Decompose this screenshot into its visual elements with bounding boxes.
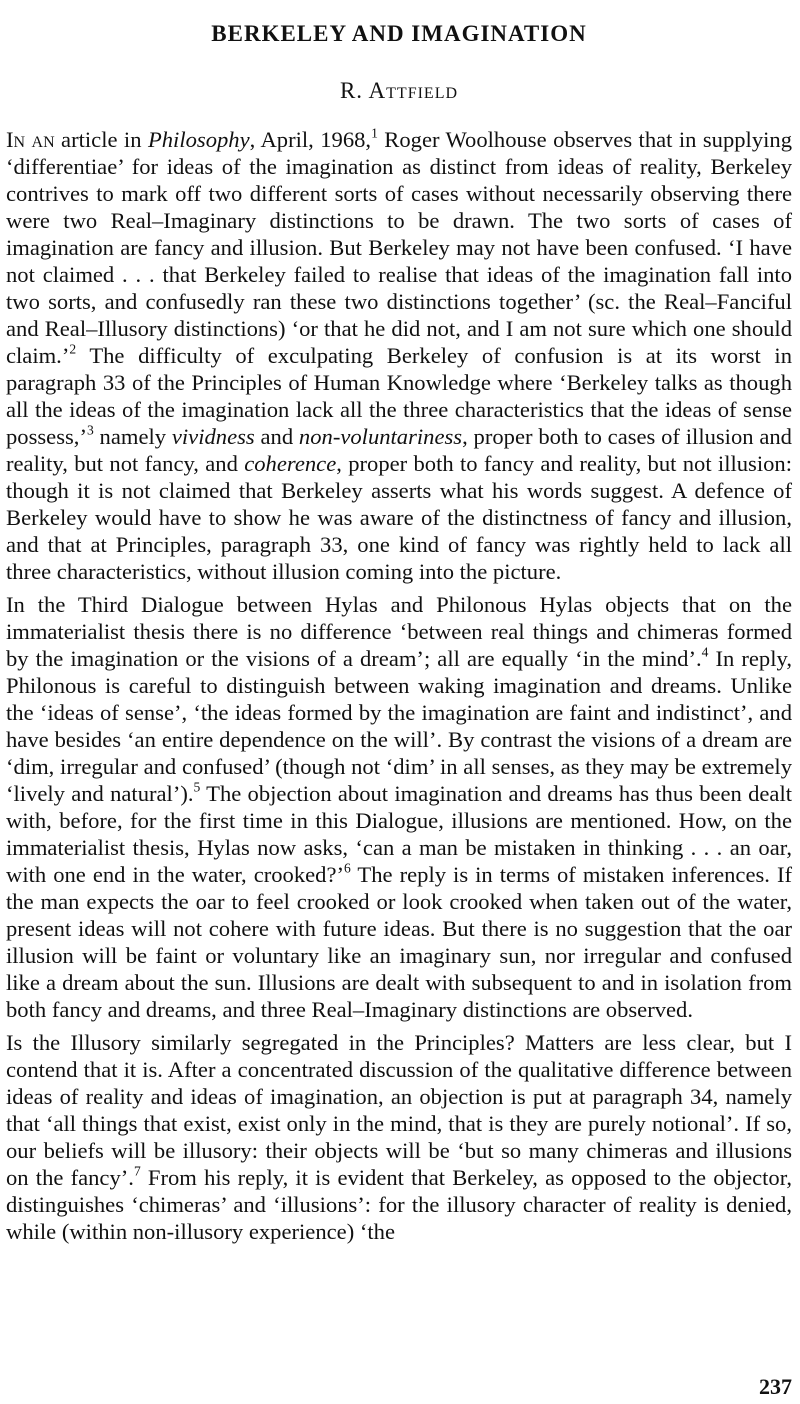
text-run: Roger Woolhouse observes that in supplying ‘differentiae’ for ideas of the imagination as distinct from ideas of reality, Berkeley contrives to mark off two different sorts of cases without necessarily observing there were two Real–Imaginary distinctions to be drawn. The two sorts of cases of imagination are fancy and illusion. But Berkeley may not have been confused. ‘I have not claimed . . . that Berkeley failed to realise that ideas of the imagination fall into two sorts, and confusedly ran these two distinctions together’ (sc. the Real–Fanciful and Real–Illusory distinctions) ‘or that he did not, and I am not sure which one should claim.’ [6, 127, 793, 368]
text-run: In reply, Philonous is careful to distinguish between waking imagination and dreams. Unlike the ‘ideas of sense’, ‘the ideas formed by the imagination are faint and indistinct’, and have besides ‘an entire dependence on the will’. By contrast the visions of a dream are ‘dim, irregular and confused’ (though not ‘dim’ in all senses, as they may be extremely ‘lively and natural’). [6, 646, 792, 806]
text-run: The reply is in terms of mistaken inferences. If the man expects the oar to feel crooked or look crooked when taken out of the water, present ideas will not cohere with future ideas. But there is no suggestion that the oar illusion will be faint or voluntary like an imaginary sun, nor irregular and confused like a dream about the sun. Illusions are dealt with subsequent to and in isolation from both fancy and dreams, and three Real–Imaginary distinctions are observed. [6, 862, 793, 1022]
article-author: R. Attfield [339, 78, 459, 103]
paragraph-2 [6, 591, 792, 1023]
footnote-marker: 6 [344, 860, 351, 876]
emphasis: coherence [244, 451, 337, 476]
footnote-marker: 4 [701, 644, 709, 660]
text-run: and [254, 424, 299, 449]
journal-name: Philosophy [147, 127, 250, 152]
article-body [6, 126, 792, 1245]
page-number: 237 [759, 1374, 792, 1399]
text-run: article in [54, 127, 148, 152]
text-run: Is the Illusory similarly segregated in the Principles? Matters are less clear, but I contend that it is. After a concentrated discussion of the qualitative difference between ideas of reality and ideas of imagination, an objection is put at paragraph 34, namely that ‘all things that exist, exist only in the mind, that is they are purely notional’. If so, our beliefs will be illusory: their objects will be ‘but so many chimeras and illusions on the fancy’. [6, 1030, 792, 1190]
text-run: The objection about imagination and dreams has thus been dealt with, before, for the first time in this Dialogue, illusions are mentioned. How, on the immaterialist thesis, Hylas now asks, ‘can a man be mistaken in thinking . . . an oar, with one end in the water, crooked?’ [6, 781, 793, 887]
text-run: From his reply, it is evident that Berkeley, as opposed to the objector, distinguishes ‘chimeras’ and ‘illusions’: for the illusory character of reality is denied, while (within non-illusory experience) ‘the [6, 1165, 792, 1244]
text-run: , April, 1968, [249, 127, 372, 152]
text-run: , proper both to cases of illusion and reality, but not fancy, and [6, 424, 792, 476]
footnote-marker: 2 [69, 341, 77, 357]
footnote-marker: 3 [86, 422, 94, 438]
footnote-marker: 5 [193, 779, 201, 795]
text-run: The difficulty of exculpating Berkeley of confusion is at its worst in paragraph 33 of the Principles of Human Knowledge where ‘Berkeley talks as though all the ideas of the imagination lack all the three characteristics that the ideas of sense possess,’ [6, 343, 792, 449]
article-title: BERKELEY AND IMAGINATION [211, 21, 587, 46]
footnote-marker: 7 [133, 1163, 141, 1179]
text-run: In the Third Dialogue between Hylas and Philonous Hylas objects that on the immaterialist thesis there is no difference ‘between real things and chimeras formed by the imagination or the visions of a dream’; all are equally ‘in the mind’. [6, 592, 792, 671]
paragraph-1 [6, 126, 792, 585]
lead-in: In an [6, 127, 55, 152]
emphasis: non-voluntariness [298, 424, 463, 449]
text-run: namely [93, 424, 172, 449]
footnote-marker: 1 [371, 125, 378, 141]
paragraph-3 [6, 1029, 792, 1245]
emphasis: vividness [171, 424, 255, 449]
text-run: , proper both to fancy and reality, but not illusion: though it is not claimed that Berkeley asserts what his words suggest. A defence of Berkeley would have to show he was aware of the distinctness of fancy and illusion, and that at Principles, paragraph 33, one kind of fancy was rightly held to lack all three characteristics, without illusion coming into the picture. [6, 451, 792, 584]
